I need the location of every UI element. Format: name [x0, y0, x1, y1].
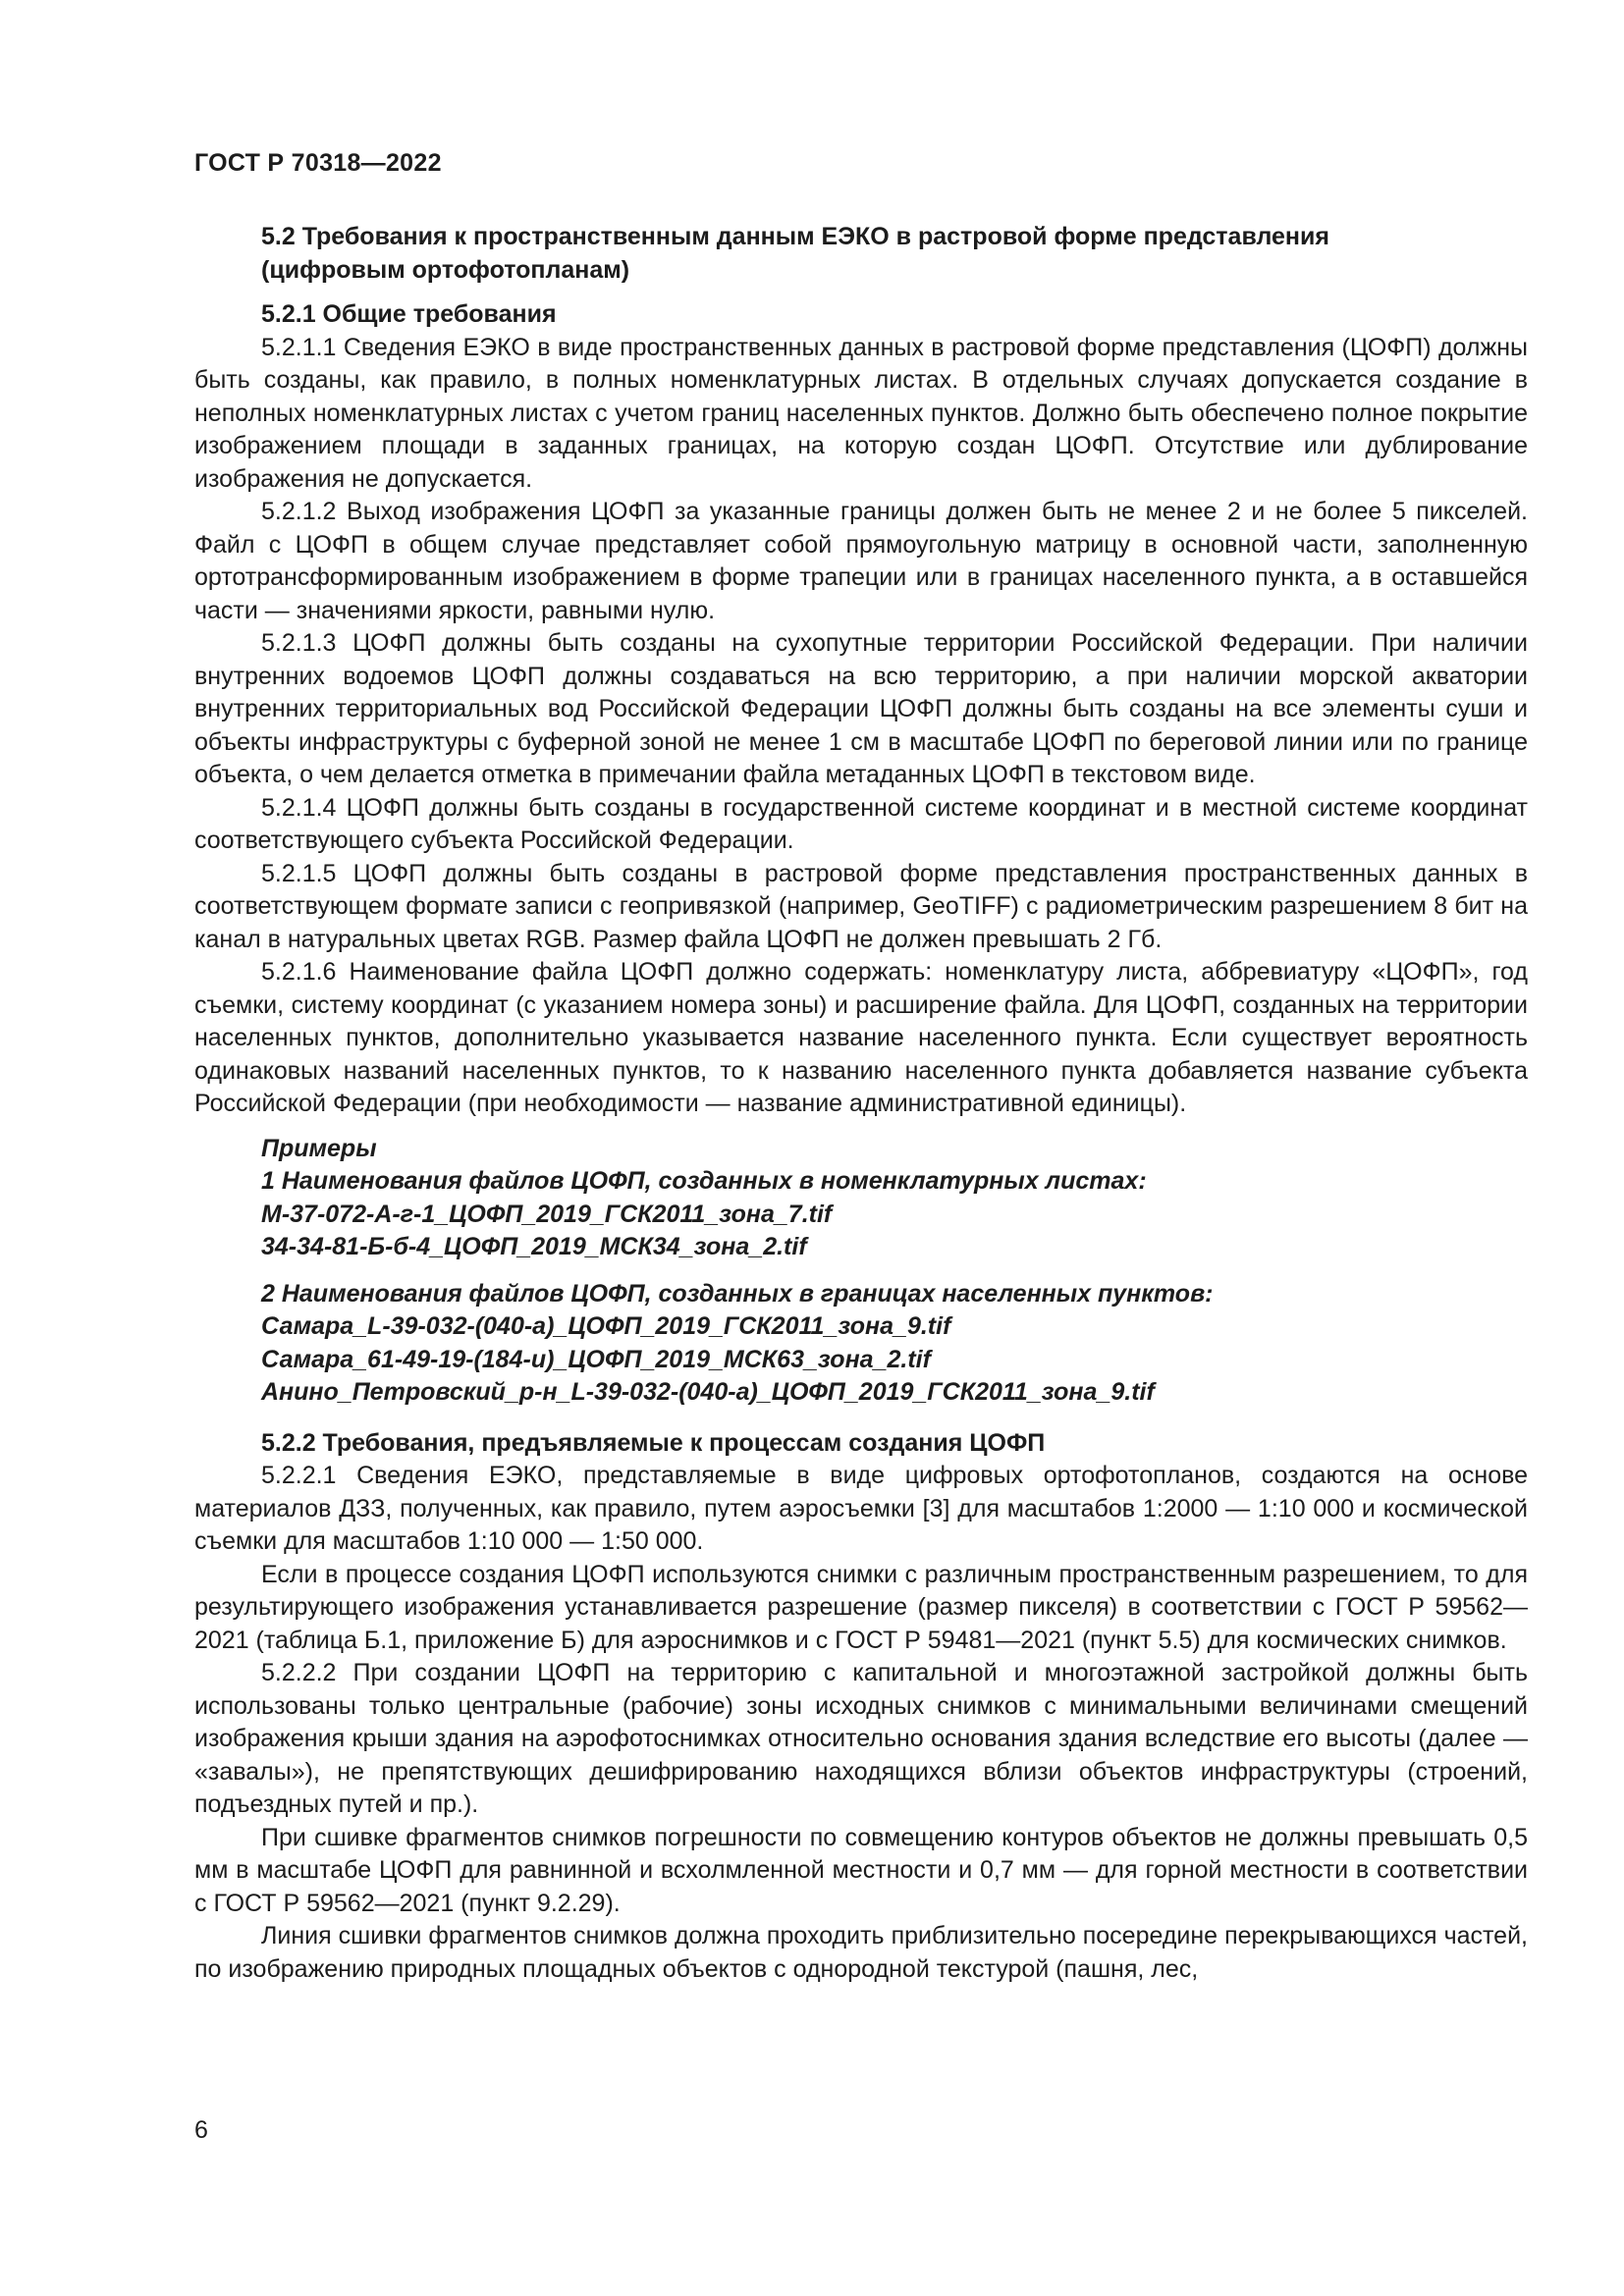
example-filename: Самара_L-39-032-(040-а)_ЦОФП_2019_ГСК2011_зона_9.tif — [261, 1312, 951, 1340]
paragraph-5-2-1-5: 5.2.1.5 ЦОФП должны быть созданы в растровой форме представления пространственных данных в соответствующем формате записи с геопривязкой (например, GeoTIFF) с радиометрическим разрешением 8 бит на канал в натуральных цветах RGB. Размер файла ЦОФП не должен превышать 2 Гб. — [194, 859, 1528, 953]
paragraph-5-2-1-6: 5.2.1.6 Наименование файла ЦОФП должно содержать: номенклатуру листа, аббревиатуру «ЦОФП», год съемки, систему координат (с указанием номера зоны) и расширение файла. Для ЦОФП, созданных на территории населенных пунктов, дополнительно указывается название населенного пункта. Если существует вероятность одинаковых названий населенных пунктов, то к названию населенного пункта добавляется название субъекта Российской Федерации (при необходимости — название административной единицы). — [194, 958, 1528, 1117]
examples-group2-title: 2 Наименования файлов ЦОФП, созданных в границах населенных пунктов: — [261, 1279, 1214, 1308]
paragraph-5-2-1-2: 5.2.1.2 Выход изображения ЦОФП за указанные границы должен быть не менее 2 и не более 5 пикселей. Файл с ЦОФП в общем случае представляет собой прямоугольную матрицу в основной части, заполненную ортотрансформированным изображением в форме трапеции или в границах населенного пункта, а в оставшейся части — значениями яркости, равными нулю. — [194, 498, 1528, 624]
examples-block — [194, 1133, 1528, 1410]
page-number: 6 — [194, 2116, 208, 2144]
section-heading-5-2 — [194, 221, 1528, 287]
paragraph-5-2-1-3: 5.2.1.3 ЦОФП должны быть созданы на сухопутные территории Российской Федерации. При наличии внутренних водоемов ЦОФП должны создаваться на всю территорию, а при наличии морской акватории внутренних территориальных вод Российской Федерации ЦОФП должны быть созданы на все элементы суши и объекты инфраструктуры с буферной зоной не менее 1 см в масштабе ЦОФП по береговой линии или по границе объекта, о чем делается отметка в примечании файла метаданных ЦОФП в текстовом виде. — [194, 629, 1528, 788]
paragraph-5-2-2-1-cont: Если в процессе создания ЦОФП используются снимки с различным пространственным разрешением, то для результирующего изображения устанавливается разрешение (размер пикселя) в соответствии с ГОСТ Р 59562—2021 (таблица Б.1, приложение Б) для аэроснимков и с ГОСТ Р 59481—2021 (пункт 5.5) для космических снимков. — [194, 1560, 1528, 1654]
example-filename: 34-34-81-Б-б-4_ЦОФП_2019_МСК34_зона_2.tif — [261, 1233, 807, 1260]
section-heading-5-2-2: 5.2.2 Требования, предъявляемые к процессам создания ЦОФП — [261, 1428, 1046, 1457]
examples-title: Примеры — [261, 1134, 377, 1162]
example-filename: Анино_Петровский_р-н_L-39-032-(040-а)_ЦОФП_2019_ГСК2011_зона_9.tif — [261, 1378, 1155, 1406]
section-heading-5-2-1: 5.2.1 Общие требования — [261, 300, 557, 328]
document-body — [194, 221, 1528, 1986]
paragraph-5-2-1-1: 5.2.1.1 Сведения ЕЭКО в виде пространственных данных в растровой форме представления (ЦОФП) должны быть созданы, как правило, в полных номенклатурных листах. В отдельных случаях допускается создание в неполных номенклатурных листах с учетом границ населенных пунктов. Должно быть обеспечено полное покрытие изображением площади в заданных границах, на которую создан ЦОФП. Отсутствие или дублирование изображения не допускается. — [194, 333, 1528, 493]
example-filename: Самара_61-49-19-(184-и)_ЦОФП_2019_МСК63_зона_2.tif — [261, 1345, 931, 1373]
document-header: ГОСТ Р 70318—2022 — [194, 149, 442, 177]
paragraph-5-2-2-1: 5.2.2.1 Сведения ЕЭКО, представляемые в виде цифровых ортофотопланов, создаются на основе материалов ДЗЗ, полученных, как правило, путем аэросъемки [3] для масштабов 1:2000 — 1:10 000 и космической съемки для масштабов 1:10 000 — 1:50 000. — [194, 1462, 1528, 1555]
example-filename: М-37-072-А-г-1_ЦОФП_2019_ГСК2011_зона_7.tif — [261, 1200, 833, 1228]
paragraph-5-2-2-2-cont2: Линия сшивки фрагментов снимков должна проходить приблизительно посередине перекрывающихся частей, по изображению природных площадных объектов с однородной текстурой (пашня, лес, — [194, 1922, 1528, 1983]
paragraph-5-2-1-4: 5.2.1.4 ЦОФП должны быть созданы в государственной системе координат и в местной системе координат соответствующего субъекта Российской Федерации. — [194, 793, 1528, 854]
section-heading-5-2-line1: 5.2 Требования к пространственным данным ЕЭКО в растровой форме представления — [261, 223, 1329, 250]
examples-group1-title: 1 Наименования файлов ЦОФП, созданных в номенклатурных листах: — [261, 1167, 1147, 1195]
paragraph-5-2-2-2-cont: При сшивке фрагментов снимков погрешности по совмещению контуров объектов не должны превышать 0,5 мм в масштабе ЦОФП для равнинной и всхолмленной местности и 0,7 мм — для горной местности в соответствии с ГОСТ Р 59562—2021 (пункт 9.2.29). — [194, 1823, 1528, 1917]
paragraph-5-2-2-2: 5.2.2.2 При создании ЦОФП на территорию с капитальной и многоэтажной застройкой должны быть использованы только центральные (рабочие) зоны исходных снимков с минимальными величинами смещений изображения крыши здания на аэрофотоснимках относительно основания здания вследствие его высоты (далее — «завалы»), не препятствующих дешифрированию находящихся вблизи объектов инфраструктуры (строений, подъездных путей и пр.). — [194, 1659, 1528, 1818]
section-heading-5-2-line2: (цифровым ортофотопланам) — [261, 255, 630, 284]
